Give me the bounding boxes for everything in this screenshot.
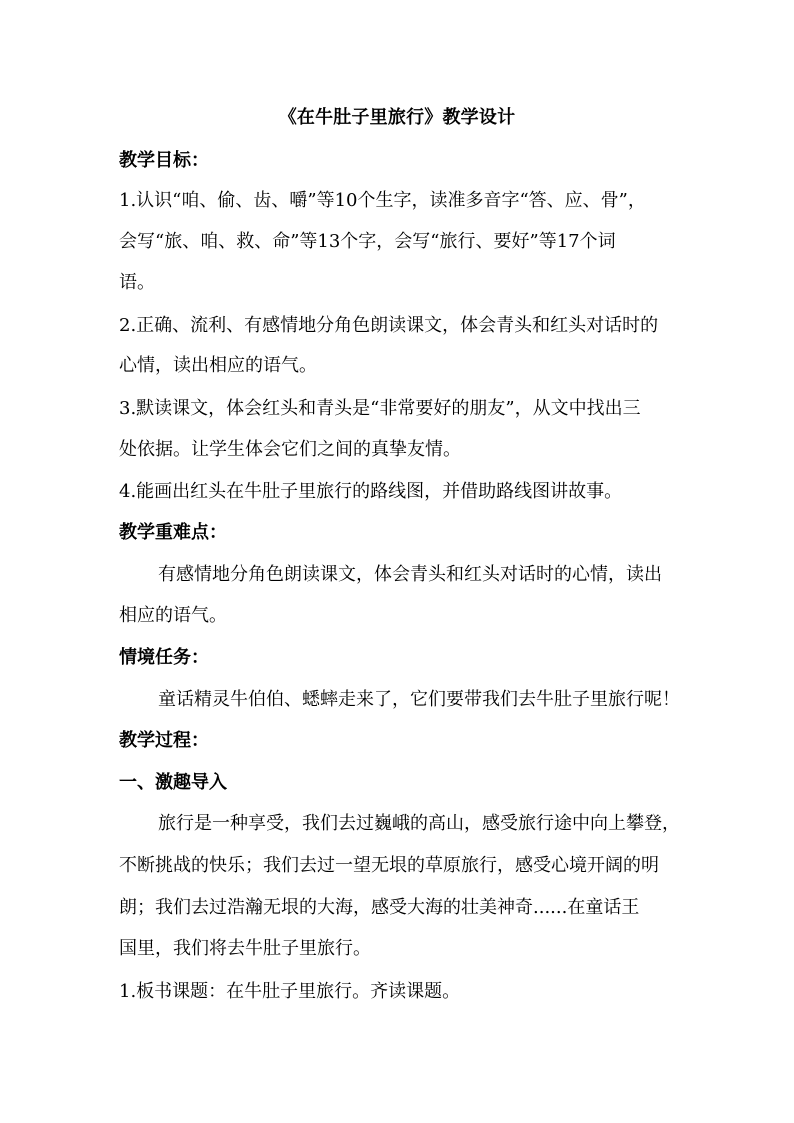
key-points-line-2: 相应的语气。 — [119, 605, 227, 626]
intro-paragraph-line-1: 旅行是一种享受，我们去过巍峨的高山，感受旅行途中向上攀登， — [158, 813, 680, 834]
goal-item-4-line-1: 4.能画出红头在牛肚子里旅行的路线图，并借助路线图讲故事。 — [119, 481, 623, 502]
intro-paragraph-line-2: 不断挑战的快乐；我们去过一望无垠的草原旅行，感受心境开阔的明 — [119, 855, 659, 876]
scenario-line-1: 童话精灵牛伯伯、蟋蟀走来了，它们要带我们去牛肚子里旅行呢！ — [158, 689, 680, 710]
document-title: 《在牛肚子里旅行》教学设计 — [278, 107, 516, 128]
goal-item-1-line-1: 1.认识“咱、偷、齿、嚼”等10个生字，读准多音字“答、应、骨”， — [119, 190, 646, 211]
goal-item-1-line-2: 会写“旅、咱、救、命”等13个字，会写“旅行、要好”等17个词 — [119, 231, 616, 252]
goal-item-3-line-1: 3.默读课文，体会红头和青头是“非常要好的朋友”，从文中找出三 — [119, 398, 641, 419]
goal-item-2-line-1: 2.正确、流利、有感情地分角色朗读课文，体会青头和红头对话时的 — [119, 315, 659, 336]
goals-heading: 教学目标： — [119, 150, 209, 171]
goal-item-3-line-2: 处依据。让学生体会它们之间的真挚友情。 — [119, 439, 461, 460]
intro-paragraph-line-3: 朗；我们去过浩瀚无垠的大海，感受大海的壮美神奇......在童话王 — [119, 897, 640, 918]
key-points-heading: 教学重难点： — [119, 522, 227, 543]
scenario-heading: 情境任务： — [119, 647, 209, 668]
key-points-line-1: 有感情地分角色朗读课文，体会青头和红头对话时的心情，读出 — [158, 564, 662, 585]
goal-item-1-line-3: 语。 — [119, 272, 155, 293]
goal-item-2-line-2: 心情，读出相应的语气。 — [119, 355, 317, 376]
process-heading: 教学过程： — [119, 730, 209, 751]
intro-heading: 一、激趣导入 — [119, 772, 227, 793]
intro-step-1: 1.板书课题：在牛肚子里旅行。齐读课题。 — [119, 981, 461, 1002]
intro-paragraph-line-4: 国里，我们将去牛肚子里旅行。 — [119, 938, 371, 959]
